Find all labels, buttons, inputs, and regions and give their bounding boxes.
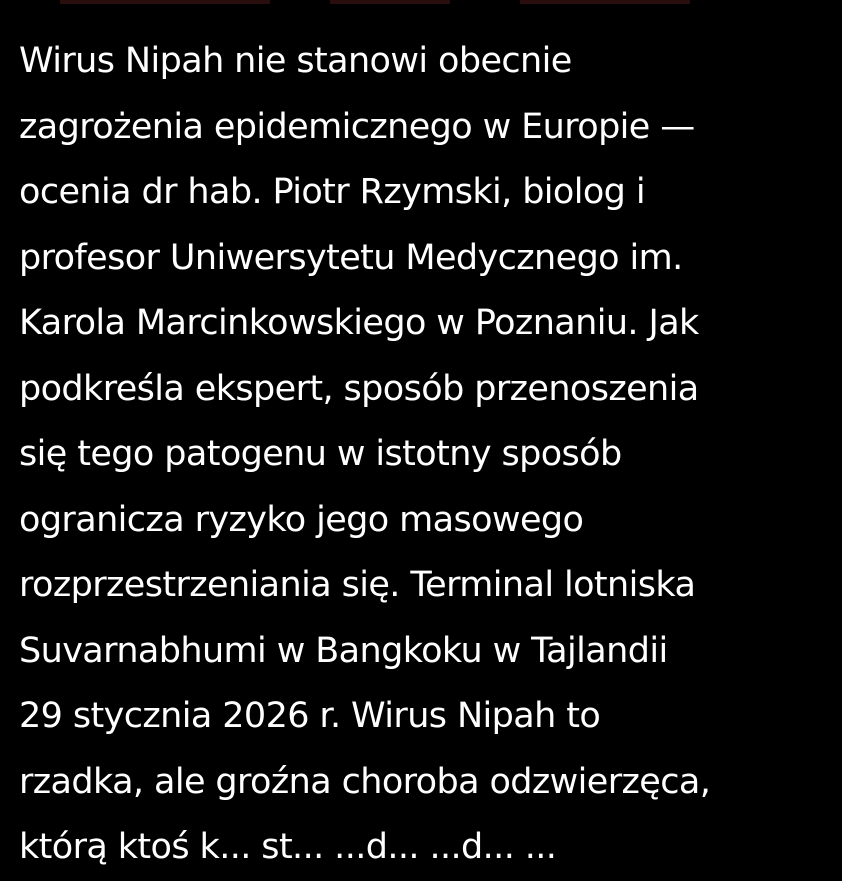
article-line: się tego patogenu w istotny sposób <box>19 434 622 474</box>
article-line: Suvarnabhumi w Bangkoku w Tajlandii <box>19 630 668 671</box>
article-line: podkreśla ekspert, sposób przenoszenia <box>19 368 699 409</box>
article-line: Karola Marcinkowskiego w Poznaniu. Jak <box>19 303 699 343</box>
article-line: ocenia dr hab. Piotr Rzymski, biolog i <box>19 172 645 212</box>
article-line: Wirus Nipah nie stanowi obecnie <box>19 41 572 81</box>
article-line: profesor Uniwersytetu Medycznego im. <box>19 237 683 278</box>
article-line: którą ktoś k... st... ...d... ...d... ... <box>19 827 557 867</box>
article-line: 29 stycznia 2026 r. Wirus Nipah to <box>19 696 601 736</box>
article-body-text <box>19 29 842 881</box>
article-line: zagrożenia epidemicznego w Europie — <box>19 106 695 147</box>
top-strip-segment <box>520 0 690 4</box>
article-line: rzadka, ale groźna choroba odzwierzęca, <box>19 761 711 802</box>
article-line: ogranicza ryzyko jego masowego <box>19 499 584 540</box>
article-line: rozprzestrzeniania się. Terminal lotniska <box>19 565 696 605</box>
cropped-top-image-strip <box>0 0 842 6</box>
top-strip-segment <box>330 0 450 4</box>
top-strip-segment <box>60 0 270 4</box>
